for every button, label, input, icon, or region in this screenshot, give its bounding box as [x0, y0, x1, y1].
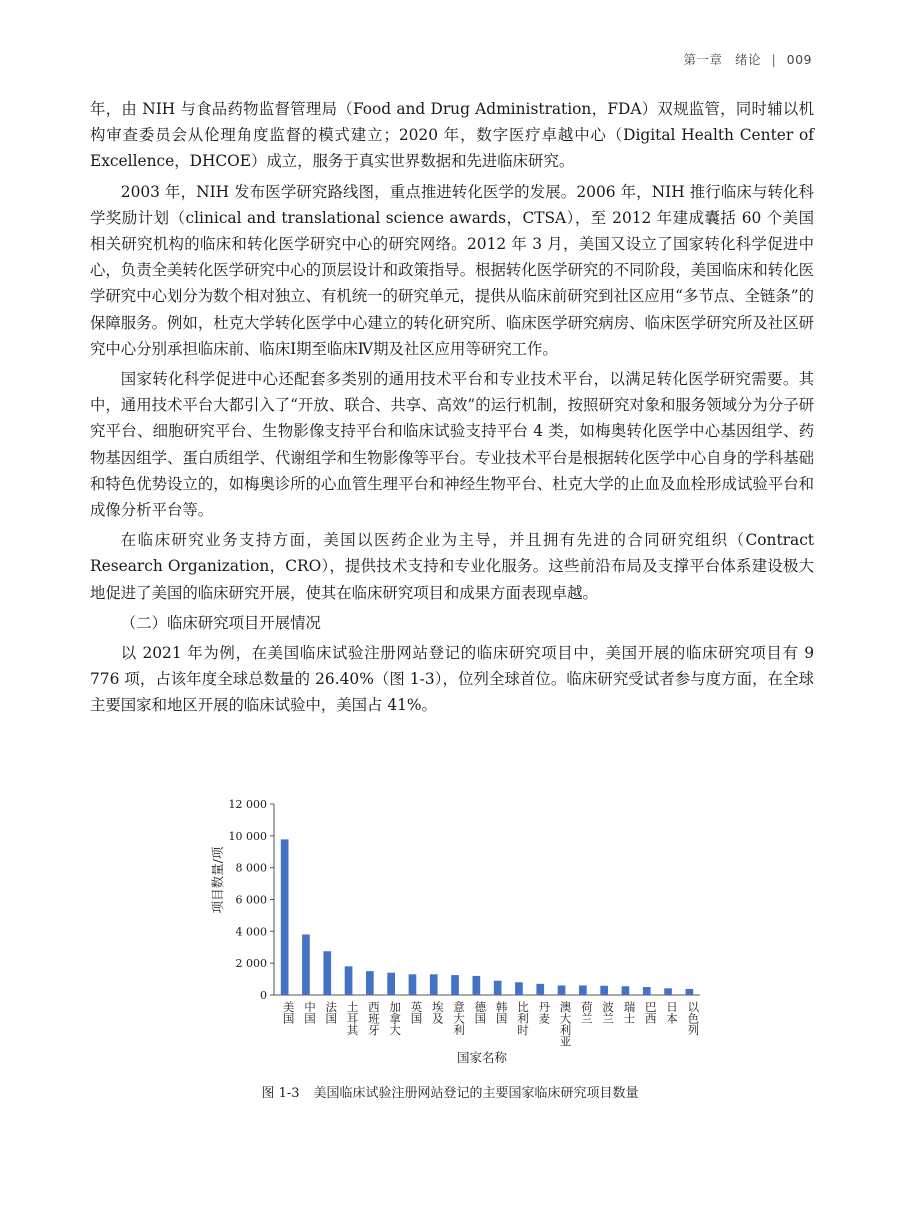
paragraph-1: 年，由 NIH 与食品药物监督管理局（Food and Drug Administration，FDA）双规监管，同时辅以机构审查委员会从伦理角度监督的模式建立；2020 年，数字医疗卓越中心（Digital Health Center of Excellence，DHCOE）成立，服务于真实世界数据和先进临床研究。 — [90, 100, 814, 171]
bar-15 — [600, 986, 608, 995]
chapter-label: 第一章 — [683, 52, 723, 67]
x-axis-title: 国家名称 — [456, 1050, 508, 1065]
x-tick-label: 法国 — [324, 1001, 339, 1024]
bar-1 — [302, 935, 310, 995]
paragraph-4: 在临床研究业务支持方面，美国以医药企业为主导，并且拥有先进的合同研究组织（Contract Research Organization，CRO），提供技术支持和专业化服务。这些前沿布局及支撑平台体系建设极大地促进了美国的临床研究开展，使其在临床研究项目和成果方面表现卓越。 — [90, 531, 814, 602]
x-tick-label: 加拿大 — [388, 1001, 403, 1036]
bar-2 — [323, 951, 331, 995]
body-text — [90, 96, 814, 719]
x-tick-label: 荷兰 — [579, 1001, 594, 1024]
x-tick-label: 西班牙 — [366, 1001, 381, 1036]
x-tick-label: 瑞士 — [622, 1001, 637, 1024]
x-tick-label: 波兰 — [601, 1001, 616, 1024]
bar-11 — [515, 982, 523, 995]
bar-9 — [473, 976, 481, 995]
x-tick-label: 德国 — [473, 1001, 488, 1024]
page-number: 009 — [786, 52, 812, 67]
bar-12 — [536, 984, 544, 995]
bar-chart — [200, 790, 720, 1072]
bar-3 — [345, 966, 353, 995]
y-tick-label: 2 000 — [235, 957, 267, 971]
y-tick-label: 0 — [260, 989, 267, 1002]
y-axis-title: 项目数量/项 — [210, 846, 225, 914]
paragraph-2: 2003 年，NIH 发布医学研究路线图，重点推进转化医学的发展。2006 年，NIH 推行临床与转化科学奖励计划（clinical and translational science awards，CTSA），至 2012 年建成囊括 60 个美国相关研究机构的临床和转化医学研究中心的研究网络。2012 年 3 月，美国又设立了国家转化科学促进中心，负责全美转化医学研究中心的顶层设计和政策指导。根据转化医学研究的不同阶段，美国临床和转化医学研究中心划分为数个相对独立、有机统一的研究单元，提供从临床前研究到社区应用“多节点、全链条”的保障服务。例如，杜克大学转化医学中心建立的转化研究所、临床医学研究病房、临床医学研究所及社区研究中心分别承担临床前、临床Ⅰ期至临床Ⅳ期及社区应用等研究工作。 — [90, 182, 814, 358]
bar-7 — [430, 974, 438, 995]
bar-19 — [686, 989, 694, 995]
x-tick-label: 意大利 — [452, 1001, 467, 1036]
x-tick-label: 土耳其 — [345, 1001, 360, 1036]
x-tick-label: 中国 — [302, 1001, 317, 1024]
bar-5 — [387, 973, 395, 995]
bar-6 — [409, 974, 417, 995]
bar-17 — [643, 987, 651, 995]
bar-13 — [558, 985, 566, 995]
section-label: 绪论 — [734, 52, 761, 67]
y-tick-label: 12 000 — [228, 798, 267, 811]
bar-0 — [281, 839, 289, 995]
x-tick-label: 韩国 — [494, 1001, 509, 1024]
bar-14 — [579, 985, 587, 995]
y-tick-label: 10 000 — [228, 829, 267, 843]
x-tick-label: 比利时 — [515, 1001, 530, 1036]
figure-caption-text: 美国临床试验注册网站登记的主要国家临床研究项目数量 — [313, 1086, 639, 1101]
x-tick-label: 澳大利亚 — [558, 1001, 573, 1047]
y-tick-label: 4 000 — [235, 925, 267, 939]
bar-8 — [451, 975, 459, 995]
running-header — [683, 50, 812, 68]
paragraph-5: 以 2021 年为例，在美国临床试验注册网站登记的临床研究项目中，美国开展的临床研究项目有 9 776 项，占该年度全球总数量的 26.40%（图 1-3），位列全球首位。临床研究受试者参与度方面，在全球主要国家和地区开展的临床试验中，美国占 41%。 — [90, 644, 814, 715]
y-tick-label: 8 000 — [235, 861, 267, 875]
figure-number: 图 1-3 — [261, 1086, 300, 1101]
x-tick-label: 英国 — [409, 1001, 424, 1024]
x-tick-labels — [282, 1000, 701, 1047]
chart-svg — [200, 790, 720, 1072]
paragraph-3: 国家转化科学促进中心还配套多类别的通用技术平台和专业技术平台，以满足转化医学研究需要。其中，通用技术平台大都引入了“开放、联合、共享、高效”的运行机制，按照研究对象和服务领域分为分子研究平台、细胞研究平台、生物影像支持平台和临床试验支持平台 4 类，如梅奥转化医学中心基因组学、药物基因组学、蛋白质组学、代谢组学和生物影像等平台。专业技术平台是根据转化医学中心自身的学科基础和特色优势设立的，如梅奥诊所的心血管生理平台和神经生物平台、杜克大学的止血及血栓形成试验平台和成像分析平台等。 — [90, 370, 814, 520]
x-tick-label: 巴西 — [643, 1001, 658, 1024]
figure-caption — [0, 1082, 900, 1101]
bar-18 — [664, 988, 672, 995]
x-tick-label: 丹麦 — [537, 1001, 552, 1024]
bar-16 — [622, 986, 630, 995]
bar-4 — [366, 971, 374, 995]
bar-10 — [494, 981, 502, 995]
x-tick-label: 美国 — [281, 1001, 296, 1024]
x-tick-label: 以色列 — [686, 1001, 701, 1036]
y-tick-label: 6 000 — [235, 893, 267, 907]
header-divider: | — [771, 52, 777, 67]
y-axis — [229, 798, 701, 1002]
bars — [281, 839, 693, 995]
subsection-heading: （二）临床研究项目开展情况 — [120, 613, 321, 632]
x-tick-label: 日本 — [665, 1001, 680, 1024]
x-tick-label: 埃及 — [430, 1001, 445, 1024]
